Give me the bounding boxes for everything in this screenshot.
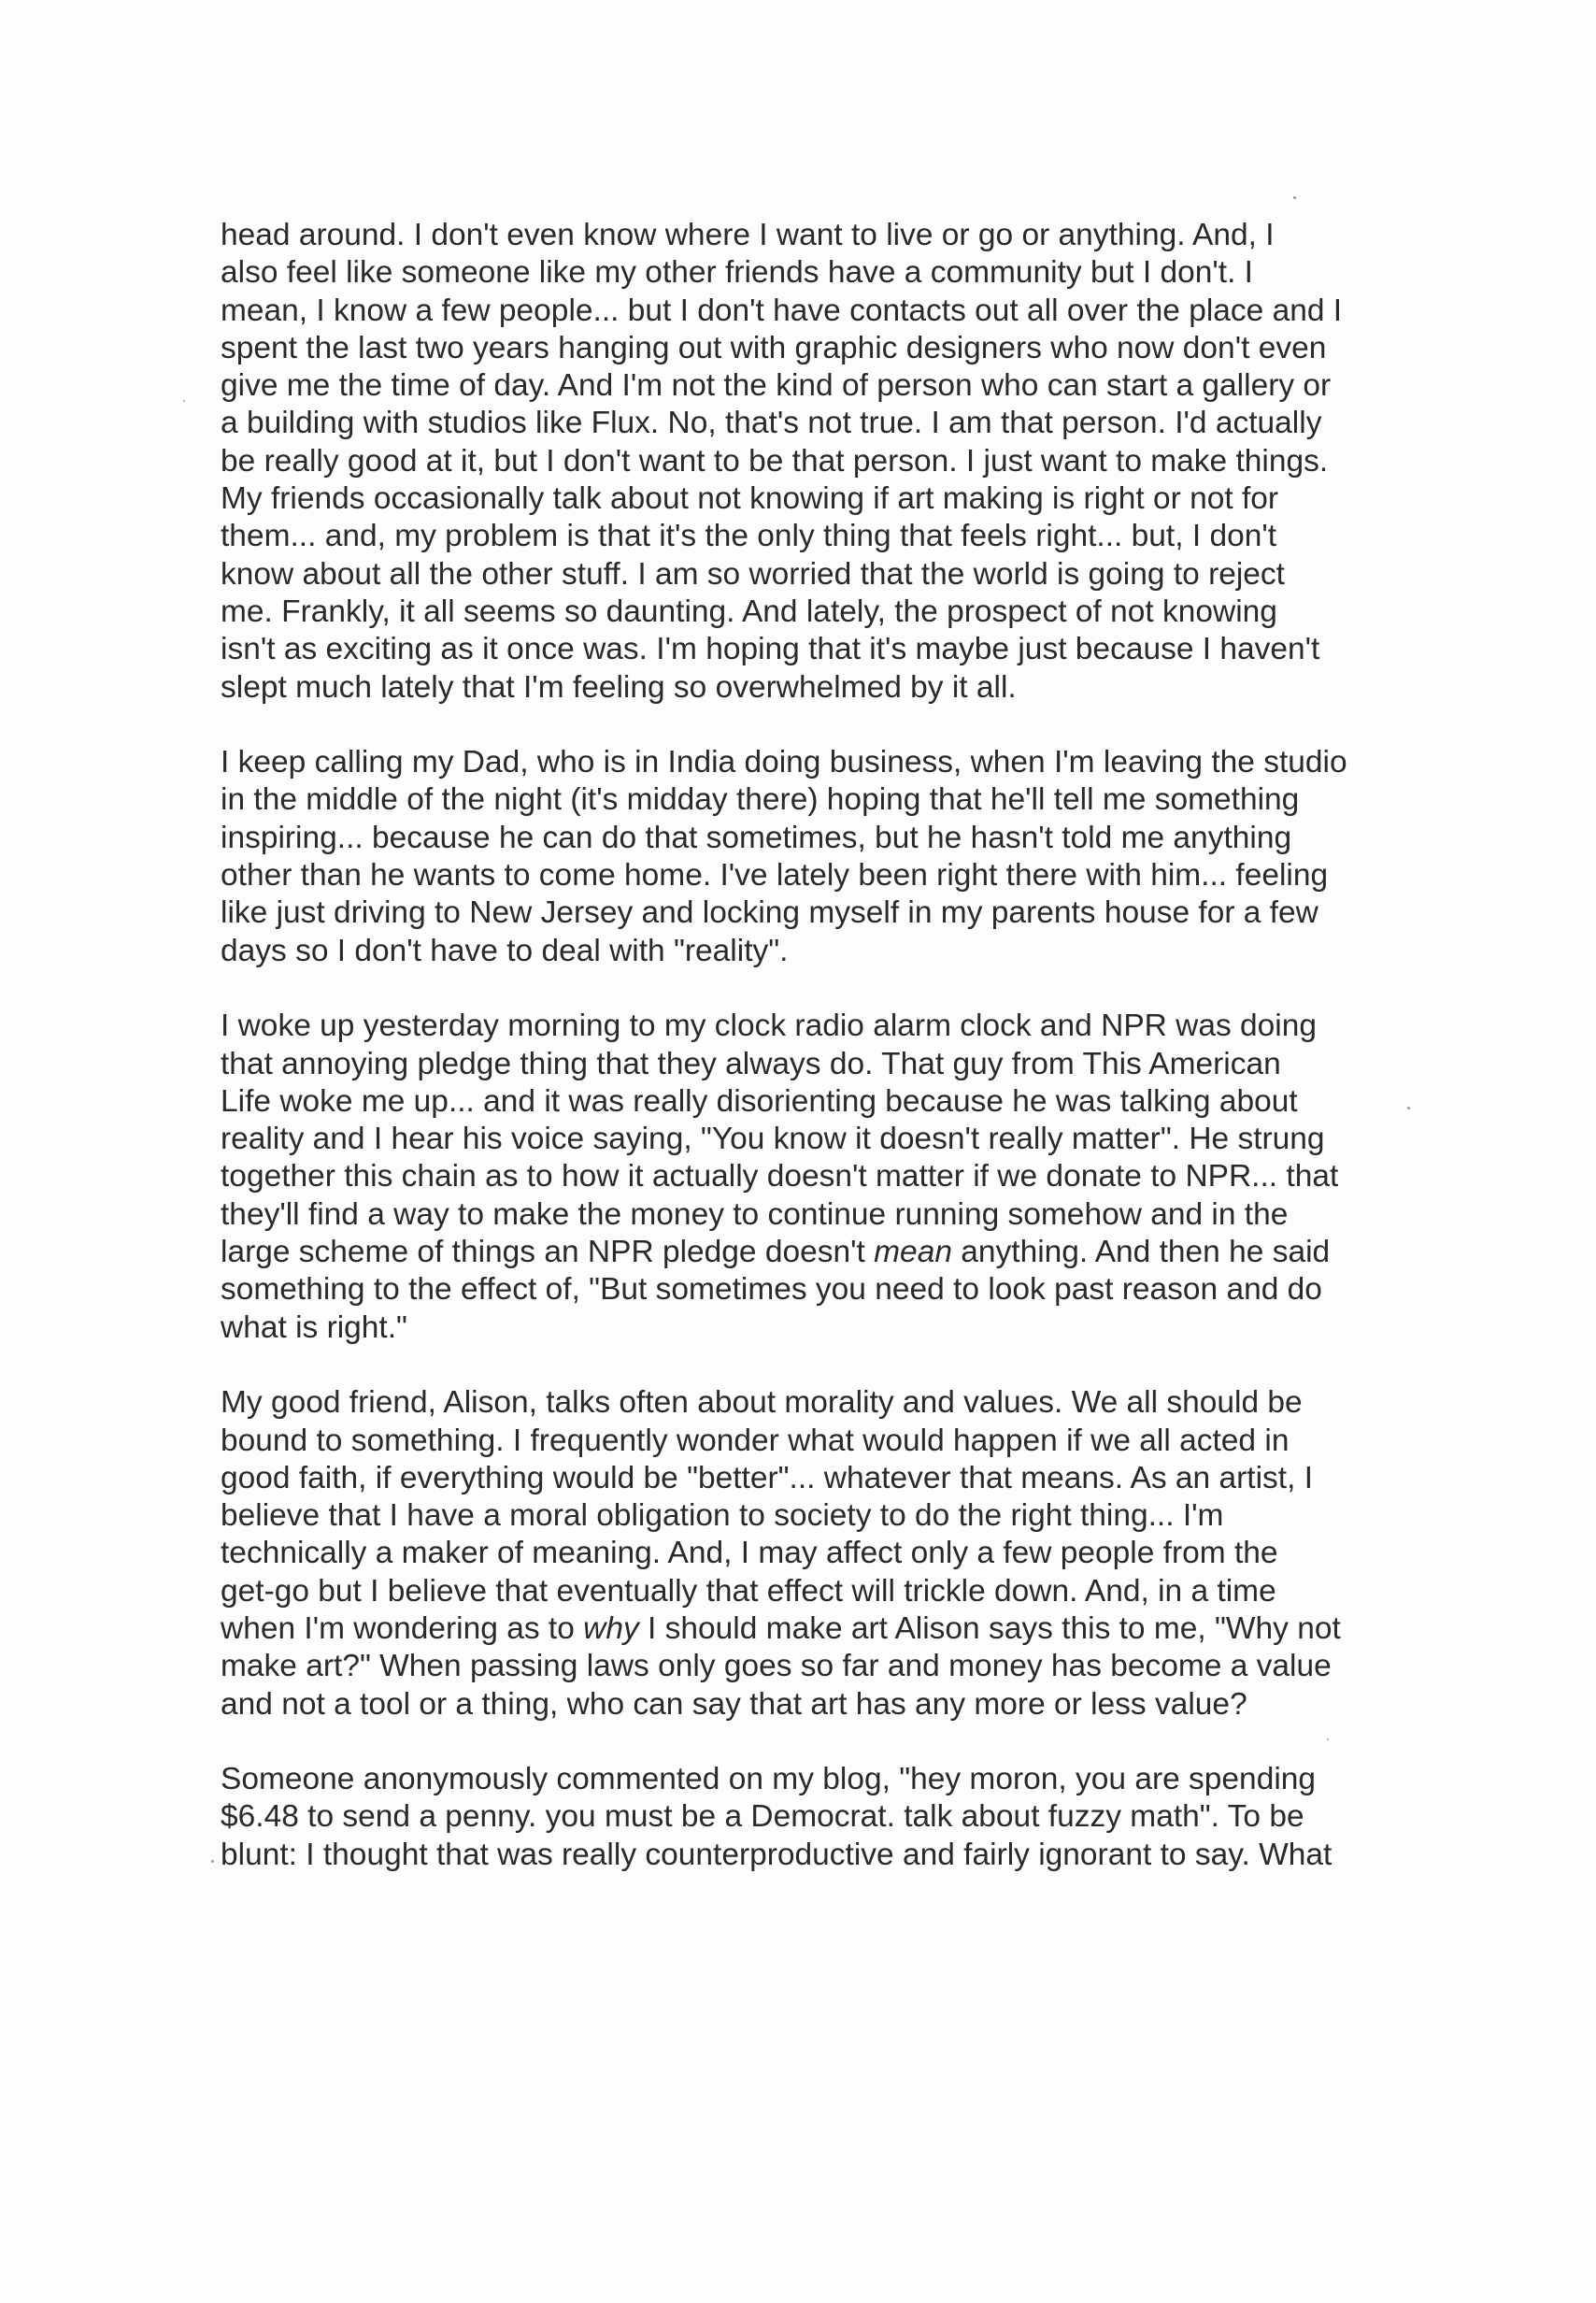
text-line: head around. I don't even know where I want to live or go or anything. And, I xyxy=(221,218,1275,252)
text-line: know about all the other stuff. I am so worried that the world is going to reject xyxy=(221,556,1285,592)
text-line: in the middle of the night (it's midday there) hoping that he'll tell me something xyxy=(221,782,1300,818)
text-line: together this chain as to how it actually doesn't matter if we donate to NPR... that xyxy=(221,1159,1339,1194)
text-line xyxy=(221,1234,1398,1271)
text-line: spent the last two years hanging out with graphic designers who now don't even xyxy=(221,330,1327,365)
text-line: Someone anonymously commented on my blog, "hey moron, you are spending xyxy=(221,1762,1317,1797)
text-segment: when I'm wondering as to xyxy=(221,1610,584,1646)
text-line: also feel like someone like my other friends have a community but I don't. I xyxy=(221,255,1253,291)
text-line: I keep calling my Dad, who is in India doing business, when I'm leaving the studio xyxy=(221,745,1347,780)
text-line: My friends occasionally talk about not knowing if art making is right or not for xyxy=(221,481,1279,517)
paragraph xyxy=(221,1008,1398,1347)
text-segment: I should make art Alison says this to me, "Why not xyxy=(638,1610,1341,1646)
text-segment: large scheme of things an NPR pledge doesn't xyxy=(221,1235,875,1270)
text-line: what is right." xyxy=(221,1309,407,1345)
paragraph xyxy=(221,744,1398,970)
text-line: Life woke me up... and it was really disorienting because he was talking about xyxy=(221,1083,1298,1119)
text-line: them... and, my problem is that it's the only thing that feels right... but, I don't xyxy=(221,519,1277,554)
text-line: make art?" When passing laws only goes so far and money has become a value xyxy=(221,1649,1332,1684)
text-line: technically a maker of meaning. And, I may affect only a few people from the xyxy=(221,1536,1278,1571)
text-line: they'll find a way to make the money to continue running somehow and in the xyxy=(221,1196,1289,1232)
text-line: and not a tool or a thing, who can say that art has any more or less value? xyxy=(221,1686,1247,1722)
text-line: good faith, if everything would be "better"... whatever that means. As an artist, I xyxy=(221,1460,1313,1495)
text-line: days so I don't have to deal with "reality". xyxy=(221,933,789,968)
paragraph xyxy=(221,1761,1398,1874)
text-line: isn't as exciting as it once was. I'm hoping that it's maybe just because I haven't xyxy=(221,632,1320,667)
text-line: blunt: I thought that was really counterproductive and fairly ignorant to say. What xyxy=(221,1837,1332,1872)
text-line: mean, I know a few people... but I don't have contacts out all over the place and I xyxy=(221,293,1343,328)
paragraph xyxy=(221,217,1398,707)
text-line: get-go but I believe that eventually that effect will trickle down. And, in a time xyxy=(221,1573,1276,1609)
text-line: me. Frankly, it all seems so daunting. And lately, the prospect of not knowing xyxy=(221,594,1277,629)
text-line: $6.48 to send a penny. you must be a Democrat. talk about fuzzy math". To be xyxy=(221,1799,1304,1835)
scan-speck xyxy=(1407,1107,1410,1109)
text-segment: anything. And then he said xyxy=(951,1235,1331,1270)
text-line: give me the time of day. And I'm not the kind of person who can start a gallery or xyxy=(221,368,1332,404)
text-line: I woke up yesterday morning to my clock radio alarm clock and NPR was doing xyxy=(221,1008,1318,1044)
text-line: that annoying pledge thing that they always do. That guy from This American xyxy=(221,1046,1281,1081)
text-line: something to the effect of, "But sometimes you need to look past reason and do xyxy=(221,1272,1322,1308)
text-line: reality and I hear his voice saying, "You know it doesn't really matter". He strung xyxy=(221,1122,1325,1157)
text-line: believe that I have a moral obligation to society to do the right thing... I'm xyxy=(221,1498,1224,1534)
emphasis-text: why xyxy=(583,1610,639,1646)
paragraph xyxy=(221,1384,1398,1724)
text-line: other than he wants to come home. I've lately been right there with him... feeling xyxy=(221,858,1329,894)
text-line: be really good at it, but I don't want to be that person. I just want to make things. xyxy=(221,443,1329,479)
text-line: a building with studios like Flux. No, that's not true. I am that person. I'd actually xyxy=(221,406,1322,441)
scan-speck xyxy=(211,1860,214,1863)
text-line: inspiring... because he can do that sometimes, but he hasn't told me anything xyxy=(221,820,1292,855)
text-line: My good friend, Alison, talks often about morality and values. We all should be xyxy=(221,1385,1303,1421)
scan-speck xyxy=(1293,196,1296,199)
text-line xyxy=(221,1610,1398,1648)
text-line: like just driving to New Jersey and locking myself in my parents house for a few xyxy=(221,895,1318,931)
text-line: bound to something. I frequently wonder what would happen if we all acted in xyxy=(221,1423,1290,1458)
text-line: slept much lately that I'm feeling so overwhelmed by it all. xyxy=(221,669,1017,705)
scan-speck xyxy=(183,400,185,402)
document-body xyxy=(221,217,1398,1911)
emphasis-text: mean xyxy=(874,1235,952,1270)
